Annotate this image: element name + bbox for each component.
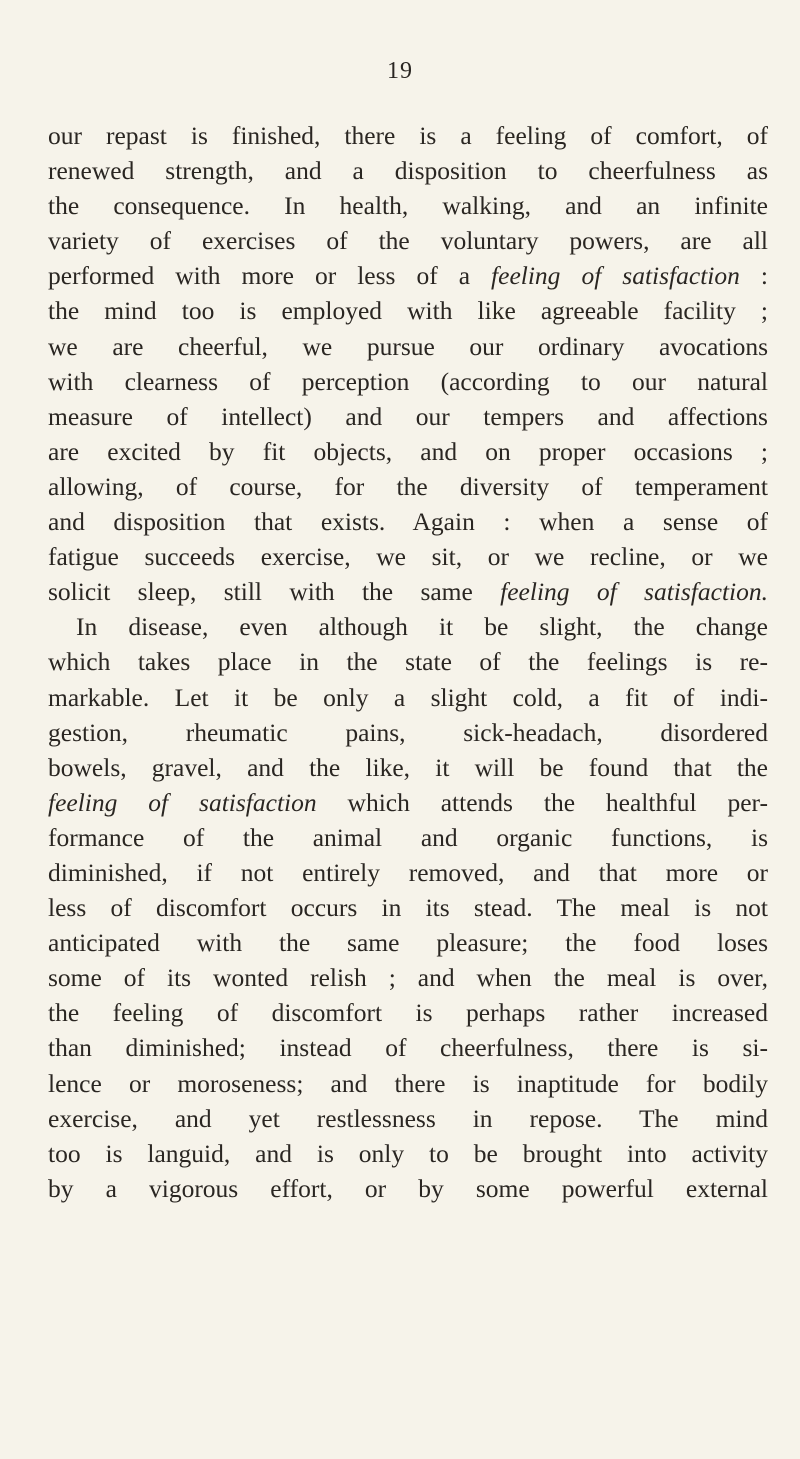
text-span: which attends the healthful per- [316,787,768,817]
text-span: anticipated with the same pleasure; the food loses [48,928,768,958]
text-line [48,539,768,574]
text-line [48,118,768,153]
italic-phrase: feeling of satisfaction [491,261,740,291]
text-span: variety of exercises of the voluntary powers, are all [48,226,768,256]
text-line [48,364,768,399]
text-span: bowels, gravel, and the like, it will be found that the [48,752,768,782]
text-line [48,1066,768,1101]
text-span: too is languid, and is only to be brought into activity [48,1138,768,1168]
text-line [48,925,768,960]
text-span: we are cheerful, we pursue our ordinary avocations [48,331,768,361]
text-line [48,715,768,750]
text-span: less of discomfort occurs in its stead. The meal is not [48,893,768,923]
text-span: the mind too is employed with like agreeable facility ; [48,296,768,326]
italic-phrase: feeling of satisfaction [48,787,317,817]
text-line [48,469,768,504]
text-line [48,1171,768,1206]
text-span: the consequence. In health, walking, and an infinite [48,191,768,221]
text-line [48,820,768,855]
text-line [48,223,768,258]
text-line [48,680,768,715]
text-line [48,750,768,785]
text-span: formance of the animal and organic functions, is [48,822,768,852]
text-line [48,258,768,293]
text-span: allowing, of course, for the diversity of temperament [48,471,768,501]
page-number: 19 [387,58,413,84]
text-span: measure of intellect) and our tempers and affections [48,401,768,431]
text-line [48,293,768,328]
text-span: gestion, rheumatic pains, sick-headach, disordered [48,717,768,747]
text-line [48,785,768,820]
text-line [48,855,768,890]
text-line [48,1101,768,1136]
italic-phrase: feeling of satisfaction. [500,577,768,607]
text-line [48,609,768,644]
text-line [48,434,768,469]
text-line [48,995,768,1030]
text-span: than diminished; instead of cheerfulness, there is si- [48,1033,768,1063]
text-span: the feeling of discomfort is perhaps rather increased [48,998,768,1028]
text-span: solicit sleep, still with the same [48,577,501,607]
text-span: : [739,261,768,291]
text-line [48,399,768,434]
text-line [48,644,768,679]
text-span: exercise, and yet restlessness in repose. The mind [48,1103,768,1133]
text-line [48,504,768,539]
text-span: diminished, if not entirely removed, and that more or [48,857,768,887]
text-line [48,153,768,188]
text-span: by a vigorous effort, or by some powerful external [48,1173,768,1203]
text-span: performed with more or less of a [48,261,492,291]
text-line [48,329,768,364]
text-line [48,188,768,223]
text-span: fatigue succeeds exercise, we sit, or we recline, or we [48,542,768,572]
text-span: our repast is finished, there is a feeling of comfort, of [48,121,768,150]
text-line [48,574,768,609]
text-span: are excited by fit objects, and on proper occasions ; [48,436,768,466]
text-span: In disease, even although it be slight, the change [76,612,768,642]
text-line [48,1136,768,1171]
text-line [48,960,768,995]
text-span: lence or moroseness; and there is inaptitude for bodily [48,1068,768,1098]
text-span: with clearness of perception (according to our natural [48,366,768,396]
text-line [48,1030,768,1065]
text-span: and disposition that exists. Again : when a sense of [48,507,768,537]
text-span: markable. Let it be only a slight cold, a fit of indi- [48,682,768,712]
text-line [48,890,768,925]
body-text [48,118,768,1206]
text-span: which takes place in the state of the feelings is re- [48,647,768,677]
text-span: some of its wonted relish ; and when the meal is over, [48,963,768,993]
text-span: renewed strength, and a disposition to cheerfulness as [48,156,768,186]
